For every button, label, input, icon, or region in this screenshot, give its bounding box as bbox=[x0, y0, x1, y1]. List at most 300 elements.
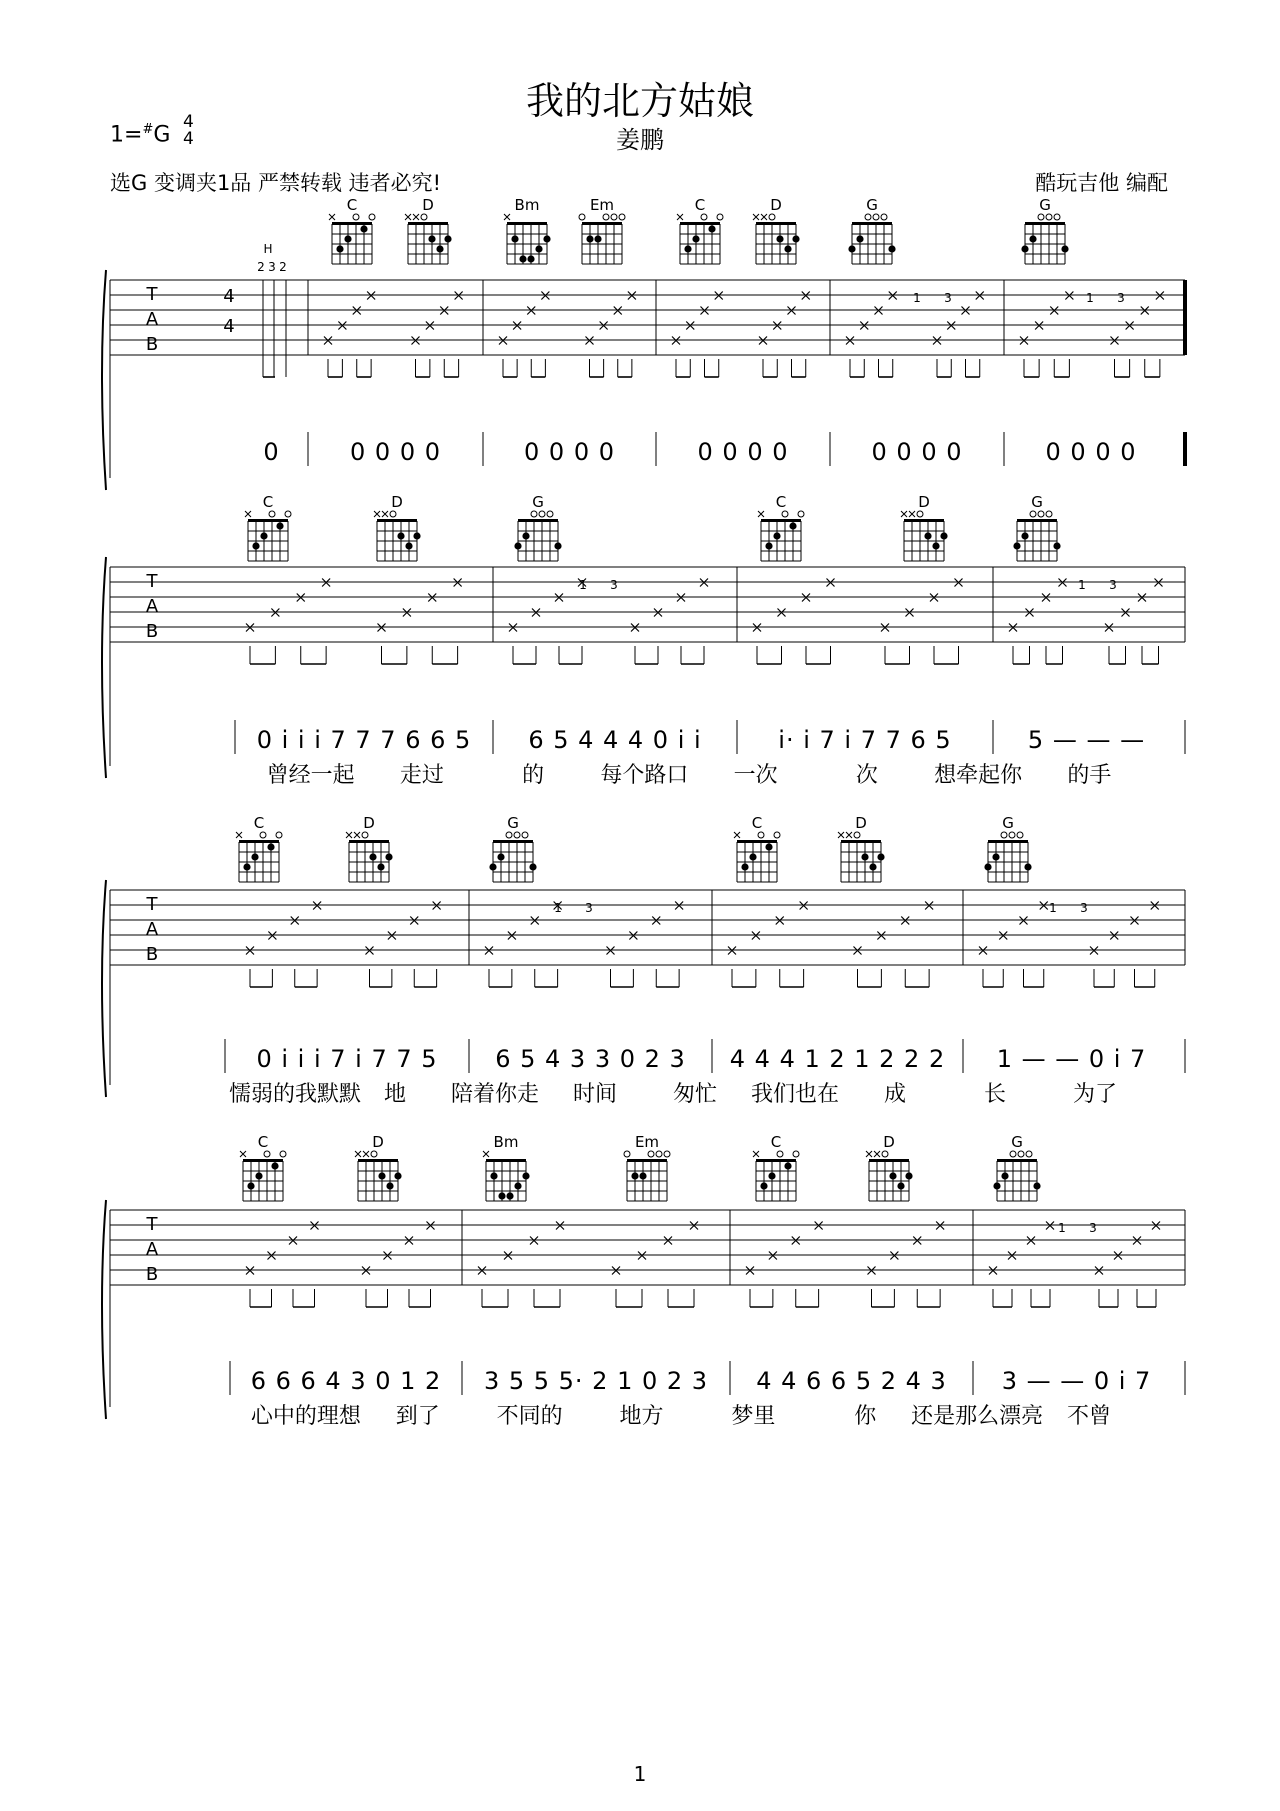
chord-finger-dot bbox=[792, 235, 799, 242]
chord-name: Bm bbox=[493, 1133, 519, 1151]
chord-nut bbox=[737, 840, 777, 843]
chord-diagram-g bbox=[514, 493, 561, 561]
chord-mute-mark bbox=[677, 214, 683, 220]
chord-finger-dot bbox=[243, 863, 250, 870]
chord-nut bbox=[486, 1159, 526, 1162]
tab-clef-letter: A bbox=[145, 596, 159, 617]
chord-open-mark bbox=[1018, 1151, 1024, 1157]
lyric-word: 想牵起你 bbox=[934, 763, 1023, 788]
chord-finger-dot bbox=[784, 245, 791, 252]
tab-time-bottom: 4 bbox=[223, 316, 235, 337]
chord-open-mark bbox=[769, 214, 775, 220]
jianpu-measure: 4 4 6 6 5 2 4 3 bbox=[756, 1367, 947, 1395]
chord-diagram-c bbox=[329, 196, 375, 264]
chord-finger-dot bbox=[1033, 1182, 1040, 1189]
chord-open-mark bbox=[1054, 214, 1060, 220]
chord-finger-dot bbox=[535, 245, 542, 252]
chord-finger-dot bbox=[586, 235, 593, 242]
tab-fret-number: 1 bbox=[1078, 578, 1086, 592]
chord-diagram-c bbox=[677, 196, 723, 264]
tab-fret-number: 1 bbox=[1058, 1221, 1066, 1235]
chord-mute-mark bbox=[838, 832, 844, 838]
system-bracket bbox=[102, 880, 106, 1097]
tab-fret-number: 3 bbox=[585, 901, 593, 915]
chord-finger-dot bbox=[377, 863, 384, 870]
chord-name: D bbox=[372, 1133, 384, 1151]
chord-diagram-g bbox=[489, 814, 536, 882]
chord-open-mark bbox=[1026, 1151, 1032, 1157]
chord-finger-dot bbox=[1053, 542, 1060, 549]
chord-finger-dot bbox=[708, 225, 715, 232]
lyric-word: 的 bbox=[522, 763, 545, 788]
tab-time-top: 4 bbox=[223, 286, 235, 307]
chord-finger-dot bbox=[889, 1172, 896, 1179]
chord-open-mark bbox=[269, 511, 275, 517]
chord-name: D bbox=[855, 814, 867, 832]
lyric-word: 的手 bbox=[1067, 763, 1112, 788]
chord-open-mark bbox=[531, 511, 537, 517]
chord-nut bbox=[869, 1159, 909, 1162]
chord-finger-dot bbox=[519, 255, 526, 262]
chord-open-mark bbox=[619, 214, 625, 220]
chord-finger-dot bbox=[897, 1182, 904, 1189]
chord-finger-dot bbox=[252, 542, 259, 549]
chord-mute-mark bbox=[483, 1151, 489, 1157]
chord-finger-dot bbox=[522, 1172, 529, 1179]
chord-open-mark bbox=[782, 511, 788, 517]
chord-nut bbox=[988, 840, 1028, 843]
chord-finger-dot bbox=[749, 853, 756, 860]
chord-open-mark bbox=[371, 1151, 377, 1157]
chord-name: D bbox=[770, 196, 782, 214]
chord-finger-dot bbox=[506, 1192, 513, 1199]
chord-name: G bbox=[532, 493, 544, 511]
chord-nut bbox=[518, 519, 558, 522]
tab-clef-letter: B bbox=[145, 944, 159, 965]
chord-open-mark bbox=[603, 214, 609, 220]
lyric-word: 时间 bbox=[572, 1082, 618, 1107]
chord-finger-dot bbox=[554, 542, 561, 549]
chord-finger-dot bbox=[992, 853, 999, 860]
chord-nut bbox=[756, 1159, 796, 1162]
chord-finger-dot bbox=[436, 245, 443, 252]
chord-finger-dot bbox=[856, 235, 863, 242]
chord-finger-dot bbox=[444, 235, 451, 242]
lyric-word: 曾经一起 bbox=[266, 763, 355, 788]
chord-name: C bbox=[775, 493, 787, 511]
chord-finger-dot bbox=[385, 853, 392, 860]
tab-clef-letter: A bbox=[145, 919, 159, 940]
tab-fret-number: 3 bbox=[1089, 1221, 1097, 1235]
jianpu-measure: 0 0 0 0 bbox=[697, 438, 789, 466]
chord-diagram-em bbox=[624, 1133, 670, 1201]
chord-mute-mark bbox=[382, 511, 388, 517]
chord-finger-dot bbox=[1001, 1172, 1008, 1179]
chord-open-mark bbox=[917, 511, 923, 517]
lyric-word: 陪着你走 bbox=[450, 1082, 540, 1107]
chord-diagram-em bbox=[579, 196, 625, 264]
chord-name: D bbox=[883, 1133, 895, 1151]
chord-finger-dot bbox=[984, 863, 991, 870]
chord-name: Em bbox=[634, 1133, 660, 1151]
chord-nut bbox=[841, 840, 881, 843]
chord-open-mark bbox=[1038, 214, 1044, 220]
chord-finger-dot bbox=[594, 235, 601, 242]
chord-nut bbox=[507, 222, 547, 225]
chord-open-mark bbox=[539, 511, 545, 517]
chord-open-mark bbox=[353, 214, 359, 220]
chord-nut bbox=[761, 519, 801, 522]
chord-diagram-c bbox=[758, 493, 804, 561]
lyric-word: 不同的 bbox=[496, 1404, 563, 1429]
jianpu-measure: 0 0 0 0 bbox=[350, 438, 441, 466]
chord-mute-mark bbox=[758, 511, 764, 517]
intro-fret-number: 2 bbox=[279, 260, 287, 274]
key-note: G bbox=[153, 122, 171, 148]
chord-finger-dot bbox=[247, 1182, 254, 1189]
chord-finger-dot bbox=[765, 542, 772, 549]
chord-finger-dot bbox=[405, 542, 412, 549]
chord-diagram-d bbox=[838, 814, 885, 882]
chord-nut bbox=[904, 519, 944, 522]
jianpu-measure: 1 — — 0 i 7 bbox=[996, 1045, 1147, 1073]
chord-mute-mark bbox=[245, 511, 251, 517]
tab-fret-number: 1 bbox=[1049, 901, 1057, 915]
chord-diagram-bm bbox=[504, 196, 551, 264]
lyric-word: 每个路口 bbox=[600, 763, 689, 788]
chord-nut bbox=[627, 1159, 667, 1162]
tab-fret-number: 1 bbox=[554, 901, 562, 915]
chord-mute-mark bbox=[874, 1151, 880, 1157]
chord-mute-mark bbox=[346, 832, 352, 838]
tab-fret-number: 3 bbox=[1080, 901, 1088, 915]
chord-finger-dot bbox=[1029, 235, 1036, 242]
jianpu-measure: 0 0 0 0 bbox=[524, 438, 615, 466]
jianpu-measure: 5 — — — bbox=[1027, 726, 1146, 754]
tab-fret-number: 1 bbox=[579, 578, 587, 592]
chord-mute-mark bbox=[753, 214, 759, 220]
chord-name: C bbox=[262, 493, 274, 511]
chord-open-mark bbox=[522, 832, 528, 838]
chord-name: D bbox=[918, 493, 930, 511]
chord-mute-mark bbox=[354, 832, 360, 838]
chord-mute-mark bbox=[236, 832, 242, 838]
chord-finger-dot bbox=[511, 235, 518, 242]
tab-fret-number: 3 bbox=[610, 578, 618, 592]
chord-name: G bbox=[507, 814, 519, 832]
chord-finger-dot bbox=[773, 532, 780, 539]
chord-mute-mark bbox=[909, 511, 915, 517]
chord-open-mark bbox=[664, 1151, 670, 1157]
chord-diagram-g bbox=[984, 814, 1031, 882]
jianpu-measure: 4 4 4 1 2 1 2 2 2 bbox=[729, 1045, 946, 1073]
lyric-word: 成 bbox=[883, 1082, 907, 1107]
chord-name: C bbox=[770, 1133, 782, 1151]
chord-open-mark bbox=[390, 511, 396, 517]
chord-finger-dot bbox=[514, 1182, 521, 1189]
chord-diagram-g bbox=[993, 1133, 1040, 1201]
chord-open-mark bbox=[1046, 214, 1052, 220]
chord-name: D bbox=[391, 493, 403, 511]
chord-diagram-d bbox=[405, 196, 452, 264]
chord-finger-dot bbox=[527, 255, 534, 262]
chord-name: C bbox=[751, 814, 763, 832]
chord-finger-dot bbox=[760, 1182, 767, 1189]
chord-diagram-d bbox=[355, 1133, 402, 1201]
tab-fret-number: 3 bbox=[944, 291, 952, 305]
chord-name: G bbox=[1002, 814, 1014, 832]
chord-nut bbox=[1017, 519, 1057, 522]
tab-clef-letter: T bbox=[146, 571, 158, 592]
chord-open-mark bbox=[264, 1151, 270, 1157]
chord-diagram-d bbox=[346, 814, 393, 882]
chord-open-mark bbox=[865, 214, 871, 220]
chord-nut bbox=[756, 222, 796, 225]
page-number: 1 bbox=[633, 1762, 647, 1786]
lyric-word: 懦弱的我默默 bbox=[228, 1082, 362, 1107]
lyric-word: 长 bbox=[983, 1082, 1007, 1107]
chord-open-mark bbox=[873, 214, 879, 220]
chord-open-mark bbox=[260, 832, 266, 838]
chord-open-mark bbox=[701, 214, 707, 220]
chord-open-mark bbox=[1017, 832, 1023, 838]
chord-finger-dot bbox=[1061, 245, 1068, 252]
chord-nut bbox=[377, 519, 417, 522]
lyric-word: 到了 bbox=[395, 1404, 440, 1429]
chord-finger-dot bbox=[497, 853, 504, 860]
chord-open-mark bbox=[774, 832, 780, 838]
chord-mute-mark bbox=[413, 214, 419, 220]
chord-open-mark bbox=[1010, 1151, 1016, 1157]
chord-name: C bbox=[253, 814, 265, 832]
chord-nut bbox=[1025, 222, 1065, 225]
chord-finger-dot bbox=[784, 1162, 791, 1169]
lyric-word: 次 bbox=[855, 763, 878, 788]
chord-nut bbox=[852, 222, 892, 225]
jianpu-measure: 0 0 0 0 bbox=[1045, 438, 1137, 466]
chord-diagram-g bbox=[1013, 493, 1060, 561]
chord-finger-dot bbox=[1024, 863, 1031, 870]
tab-clef-letter: B bbox=[145, 334, 159, 355]
chord-name: G bbox=[1011, 1133, 1023, 1151]
chord-diagram-c bbox=[245, 493, 291, 561]
lyric-word: 你 bbox=[854, 1404, 877, 1429]
chord-open-mark bbox=[579, 214, 585, 220]
artist-name: 姜鹏 bbox=[616, 126, 664, 154]
chord-finger-dot bbox=[336, 245, 343, 252]
chord-mute-mark bbox=[374, 511, 380, 517]
chord-open-mark bbox=[1030, 511, 1036, 517]
chord-open-mark bbox=[882, 1151, 888, 1157]
song-title: 我的北方姑娘 bbox=[525, 79, 754, 123]
tab-clef-letter: A bbox=[145, 309, 159, 330]
intro-fret-number: 3 bbox=[268, 260, 276, 274]
time-bottom: 4 bbox=[183, 129, 194, 149]
chord-mute-mark bbox=[846, 832, 852, 838]
chord-name: C bbox=[257, 1133, 269, 1151]
chord-nut bbox=[349, 840, 389, 843]
chord-finger-dot bbox=[1013, 542, 1020, 549]
chord-finger-dot bbox=[1021, 532, 1028, 539]
chord-diagram-d bbox=[901, 493, 948, 561]
chord-open-mark bbox=[514, 832, 520, 838]
chord-nut bbox=[493, 840, 533, 843]
chord-diagram-d bbox=[866, 1133, 913, 1201]
chord-finger-dot bbox=[369, 853, 376, 860]
chord-open-mark bbox=[854, 832, 860, 838]
chord-open-mark bbox=[758, 832, 764, 838]
time-top: 4 bbox=[183, 112, 194, 132]
chord-finger-dot bbox=[1021, 245, 1028, 252]
chord-open-mark bbox=[276, 832, 282, 838]
chord-diagram-g bbox=[1021, 196, 1068, 264]
chord-open-mark bbox=[547, 511, 553, 517]
jianpu-measure: 3 5 5 5· 2 1 0 2 3 bbox=[483, 1367, 709, 1395]
chord-finger-dot bbox=[490, 1172, 497, 1179]
chord-mute-mark bbox=[405, 214, 411, 220]
chord-finger-dot bbox=[267, 843, 274, 850]
chord-diagram-c bbox=[240, 1133, 286, 1201]
chord-mute-mark bbox=[329, 214, 335, 220]
chord-open-mark bbox=[285, 511, 291, 517]
tab-clef-letter: B bbox=[145, 1264, 159, 1285]
chord-open-mark bbox=[1001, 832, 1007, 838]
chord-name: G bbox=[1031, 493, 1043, 511]
jianpu-measure: 0 i i i 7 i 7 7 5 bbox=[256, 1045, 438, 1073]
lyric-word: 我们也在 bbox=[750, 1082, 840, 1107]
arranger-credit: 酷玩吉他 编配 bbox=[1035, 171, 1168, 195]
chord-name: G bbox=[866, 196, 878, 214]
lyric-word: 走过 bbox=[399, 763, 444, 788]
chord-nut bbox=[358, 1159, 398, 1162]
capo-note: 选G 变调夹1品 严禁转载 违者必究! bbox=[110, 171, 442, 195]
lyric-word: 为了 bbox=[1072, 1082, 1118, 1107]
intro-fret-number: 2 bbox=[257, 260, 265, 274]
jianpu-measure: 6 6 6 4 3 0 1 2 bbox=[250, 1367, 442, 1395]
chord-finger-dot bbox=[386, 1182, 393, 1189]
jianpu-measure: 6 5 4 4 4 0 i i bbox=[528, 726, 702, 754]
chord-finger-dot bbox=[924, 532, 931, 539]
chord-finger-dot bbox=[765, 843, 772, 850]
lyric-word: 匆忙 bbox=[672, 1082, 718, 1107]
lyric-word: 地 bbox=[383, 1082, 407, 1107]
chord-nut bbox=[582, 222, 622, 225]
chord-finger-dot bbox=[905, 1172, 912, 1179]
chord-open-mark bbox=[1038, 511, 1044, 517]
lyric-word: 还是那么漂亮 bbox=[911, 1404, 1044, 1429]
chord-finger-dot bbox=[522, 532, 529, 539]
chord-open-mark bbox=[369, 214, 375, 220]
chord-finger-dot bbox=[428, 235, 435, 242]
chord-finger-dot bbox=[489, 863, 496, 870]
lyric-word: 不曾 bbox=[1067, 1404, 1112, 1429]
chord-nut bbox=[248, 519, 288, 522]
lyric-word: 心中的理想 bbox=[250, 1404, 361, 1429]
chord-open-mark bbox=[611, 214, 617, 220]
chord-open-mark bbox=[280, 1151, 286, 1157]
jianpu-measure: 3 — — 0 i 7 bbox=[1001, 1367, 1152, 1395]
tab-clef-letter: T bbox=[146, 284, 158, 305]
chord-finger-dot bbox=[940, 532, 947, 539]
jianpu-measure: 0 0 0 0 bbox=[871, 438, 963, 466]
chord-nut bbox=[680, 222, 720, 225]
chord-finger-dot bbox=[741, 863, 748, 870]
chord-mute-mark bbox=[355, 1151, 361, 1157]
jianpu-measure: 0 i i i 7 7 7 6 6 5 bbox=[256, 726, 472, 754]
chord-open-mark bbox=[1009, 832, 1015, 838]
chord-finger-dot bbox=[768, 1172, 775, 1179]
chord-nut bbox=[243, 1159, 283, 1162]
key-sharp: # bbox=[142, 122, 154, 137]
chord-finger-dot bbox=[344, 235, 351, 242]
chord-nut bbox=[997, 1159, 1037, 1162]
chord-open-mark bbox=[1046, 511, 1052, 517]
chord-finger-dot bbox=[684, 245, 691, 252]
chord-mute-mark bbox=[363, 1151, 369, 1157]
chord-finger-dot bbox=[251, 853, 258, 860]
chord-mute-mark bbox=[504, 214, 510, 220]
chord-finger-dot bbox=[869, 863, 876, 870]
chord-finger-dot bbox=[529, 863, 536, 870]
chord-diagram-g bbox=[848, 196, 895, 264]
chord-open-mark bbox=[793, 1151, 799, 1157]
chord-mute-mark bbox=[761, 214, 767, 220]
chord-name: C bbox=[346, 196, 358, 214]
jianpu-measure: 0 bbox=[263, 438, 280, 466]
chord-open-mark bbox=[648, 1151, 654, 1157]
chord-finger-dot bbox=[276, 522, 283, 529]
jianpu-measure: i· i 7 i 7 7 6 5 bbox=[778, 726, 952, 754]
chord-finger-dot bbox=[639, 1172, 646, 1179]
tab-clef-letter: A bbox=[145, 1239, 159, 1260]
chord-diagram-c bbox=[734, 814, 780, 882]
chord-finger-dot bbox=[543, 235, 550, 242]
chord-finger-dot bbox=[378, 1172, 385, 1179]
chord-mute-mark bbox=[866, 1151, 872, 1157]
chord-finger-dot bbox=[514, 542, 521, 549]
chord-diagram-c bbox=[236, 814, 282, 882]
chord-finger-dot bbox=[271, 1162, 278, 1169]
chord-mute-mark bbox=[734, 832, 740, 838]
chord-open-mark bbox=[656, 1151, 662, 1157]
tab-clef-letter: T bbox=[146, 1214, 158, 1235]
chord-finger-dot bbox=[360, 225, 367, 232]
chord-nut bbox=[408, 222, 448, 225]
chord-finger-dot bbox=[692, 235, 699, 242]
chord-finger-dot bbox=[776, 235, 783, 242]
chord-finger-dot bbox=[932, 542, 939, 549]
chord-name: Bm bbox=[514, 196, 540, 214]
lyric-word: 梦里 bbox=[731, 1404, 776, 1429]
chord-mute-mark bbox=[753, 1151, 759, 1157]
chord-name: D bbox=[363, 814, 375, 832]
chord-name: Em bbox=[589, 196, 615, 214]
chord-name: G bbox=[1039, 196, 1051, 214]
chord-open-mark bbox=[798, 511, 804, 517]
chord-finger-dot bbox=[631, 1172, 638, 1179]
tab-clef-letter: T bbox=[146, 894, 158, 915]
chord-finger-dot bbox=[888, 245, 895, 252]
chord-finger-dot bbox=[877, 853, 884, 860]
hammer-on-mark: H bbox=[263, 242, 273, 256]
chord-finger-dot bbox=[255, 1172, 262, 1179]
tab-fret-number: 1 bbox=[1086, 291, 1094, 305]
chord-open-mark bbox=[777, 1151, 783, 1157]
tab-clef-letter: B bbox=[145, 621, 159, 642]
chord-open-mark bbox=[717, 214, 723, 220]
chord-finger-dot bbox=[789, 522, 796, 529]
tab-fret-number: 3 bbox=[1117, 291, 1125, 305]
